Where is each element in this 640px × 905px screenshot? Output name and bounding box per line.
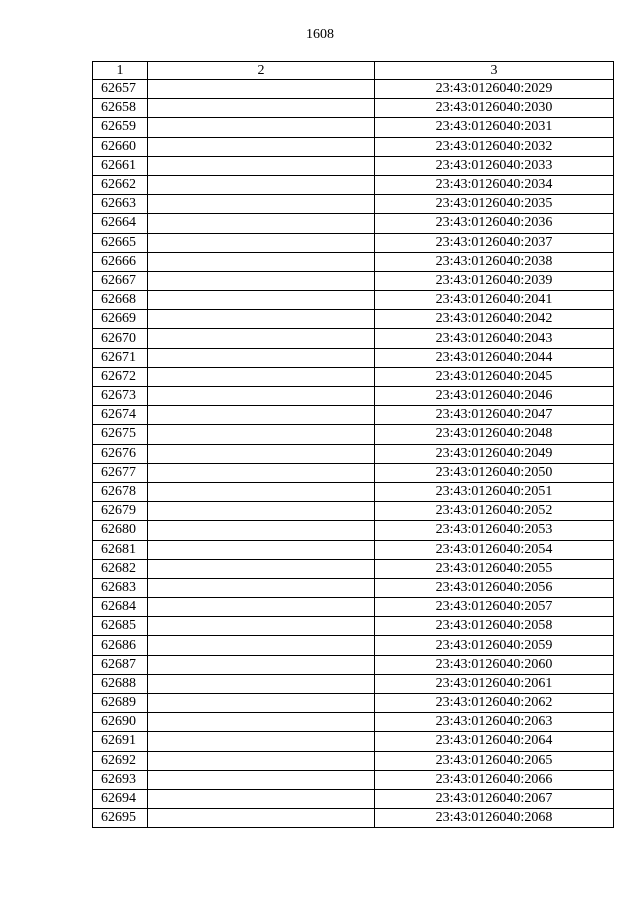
cadastral-number-cell: 23:43:0126040:2032	[375, 137, 614, 156]
row-empty-cell	[148, 559, 375, 578]
row-empty-cell	[148, 348, 375, 367]
table-row	[93, 636, 614, 655]
row-empty-cell	[148, 99, 375, 118]
table-row	[93, 233, 614, 252]
table-row	[93, 674, 614, 693]
table-row	[93, 694, 614, 713]
table-row	[93, 617, 614, 636]
table-row	[93, 655, 614, 674]
row-number-cell: 62663	[93, 195, 148, 214]
row-empty-cell	[148, 636, 375, 655]
row-empty-cell	[148, 444, 375, 463]
cadastral-number-cell: 23:43:0126040:2060	[375, 655, 614, 674]
header-row	[93, 62, 614, 80]
table-row	[93, 751, 614, 770]
row-number-cell: 62667	[93, 271, 148, 290]
table-row	[93, 559, 614, 578]
cadastral-number-cell: 23:43:0126040:2058	[375, 617, 614, 636]
row-empty-cell	[148, 80, 375, 99]
row-empty-cell	[148, 751, 375, 770]
row-number-cell: 62688	[93, 674, 148, 693]
cadastral-number-cell: 23:43:0126040:2064	[375, 732, 614, 751]
cadastral-number-cell: 23:43:0126040:2047	[375, 406, 614, 425]
table-body	[93, 80, 614, 828]
row-empty-cell	[148, 137, 375, 156]
row-empty-cell	[148, 406, 375, 425]
table-row	[93, 425, 614, 444]
row-empty-cell	[148, 540, 375, 559]
table-row	[93, 770, 614, 789]
row-number-cell: 62660	[93, 137, 148, 156]
table-row	[93, 502, 614, 521]
row-number-cell: 62683	[93, 578, 148, 597]
row-empty-cell	[148, 617, 375, 636]
cadastral-number-cell: 23:43:0126040:2052	[375, 502, 614, 521]
table-row	[93, 387, 614, 406]
table-row	[93, 367, 614, 386]
table-row	[93, 329, 614, 348]
cadastral-number-cell: 23:43:0126040:2042	[375, 310, 614, 329]
row-number-cell: 62668	[93, 291, 148, 310]
row-empty-cell	[148, 425, 375, 444]
row-empty-cell	[148, 367, 375, 386]
row-number-cell: 62666	[93, 252, 148, 271]
row-number-cell: 62689	[93, 694, 148, 713]
cadastral-number-cell: 23:43:0126040:2037	[375, 233, 614, 252]
row-number-cell: 62677	[93, 463, 148, 482]
row-number-cell: 62693	[93, 770, 148, 789]
row-empty-cell	[148, 578, 375, 597]
cadastral-number-cell: 23:43:0126040:2043	[375, 329, 614, 348]
page-number: 1608	[306, 27, 334, 42]
table-row	[93, 252, 614, 271]
row-number-cell: 62676	[93, 444, 148, 463]
table-row	[93, 137, 614, 156]
table-row	[93, 482, 614, 501]
cadastral-number-cell: 23:43:0126040:2063	[375, 713, 614, 732]
table-row	[93, 80, 614, 99]
cadastral-number-cell: 23:43:0126040:2056	[375, 578, 614, 597]
cadastral-number-cell: 23:43:0126040:2036	[375, 214, 614, 233]
table-row	[93, 310, 614, 329]
table-header	[93, 62, 614, 80]
cadastral-number-cell: 23:43:0126040:2065	[375, 751, 614, 770]
cadastral-number-cell: 23:43:0126040:2045	[375, 367, 614, 386]
row-empty-cell	[148, 118, 375, 137]
row-empty-cell	[148, 195, 375, 214]
column-header-3: 3	[375, 62, 614, 80]
row-empty-cell	[148, 214, 375, 233]
row-number-cell: 62664	[93, 214, 148, 233]
row-empty-cell	[148, 674, 375, 693]
row-number-cell: 62672	[93, 367, 148, 386]
row-number-cell: 62680	[93, 521, 148, 540]
cadastral-number-cell: 23:43:0126040:2044	[375, 348, 614, 367]
cadastral-number-cell: 23:43:0126040:2057	[375, 598, 614, 617]
cadastral-number-cell: 23:43:0126040:2031	[375, 118, 614, 137]
row-empty-cell	[148, 521, 375, 540]
row-number-cell: 62673	[93, 387, 148, 406]
cadastral-number-cell: 23:43:0126040:2034	[375, 175, 614, 194]
table-row	[93, 118, 614, 137]
table-row	[93, 156, 614, 175]
table-row	[93, 291, 614, 310]
table-row	[93, 175, 614, 194]
cadastral-number-cell: 23:43:0126040:2033	[375, 156, 614, 175]
row-empty-cell	[148, 655, 375, 674]
row-number-cell: 62681	[93, 540, 148, 559]
cadastral-number-cell: 23:43:0126040:2030	[375, 99, 614, 118]
row-empty-cell	[148, 789, 375, 808]
cadastral-number-cell: 23:43:0126040:2046	[375, 387, 614, 406]
cadastral-number-cell: 23:43:0126040:2055	[375, 559, 614, 578]
cadastral-number-cell: 23:43:0126040:2041	[375, 291, 614, 310]
row-number-cell: 62674	[93, 406, 148, 425]
row-number-cell: 62684	[93, 598, 148, 617]
cadastral-number-cell: 23:43:0126040:2054	[375, 540, 614, 559]
row-empty-cell	[148, 482, 375, 501]
table-row	[93, 809, 614, 828]
table-row	[93, 521, 614, 540]
row-number-cell: 62675	[93, 425, 148, 444]
row-empty-cell	[148, 329, 375, 348]
cadastral-number-cell: 23:43:0126040:2029	[375, 80, 614, 99]
table-row	[93, 713, 614, 732]
column-header-1: 1	[93, 62, 148, 80]
table-row	[93, 732, 614, 751]
row-empty-cell	[148, 310, 375, 329]
row-empty-cell	[148, 156, 375, 175]
cadastral-number-cell: 23:43:0126040:2049	[375, 444, 614, 463]
row-empty-cell	[148, 694, 375, 713]
row-empty-cell	[148, 291, 375, 310]
table-row	[93, 540, 614, 559]
row-number-cell: 62695	[93, 809, 148, 828]
row-number-cell: 62657	[93, 80, 148, 99]
row-empty-cell	[148, 502, 375, 521]
cadastral-number-cell: 23:43:0126040:2050	[375, 463, 614, 482]
cadastral-number-cell: 23:43:0126040:2039	[375, 271, 614, 290]
row-empty-cell	[148, 252, 375, 271]
row-number-cell: 62670	[93, 329, 148, 348]
row-number-cell: 62690	[93, 713, 148, 732]
row-number-cell: 62659	[93, 118, 148, 137]
row-empty-cell	[148, 770, 375, 789]
row-number-cell: 62658	[93, 99, 148, 118]
cadastral-number-cell: 23:43:0126040:2035	[375, 195, 614, 214]
row-number-cell: 62662	[93, 175, 148, 194]
cadastral-number-cell: 23:43:0126040:2062	[375, 694, 614, 713]
row-empty-cell	[148, 271, 375, 290]
row-number-cell: 62679	[93, 502, 148, 521]
table-row	[93, 789, 614, 808]
cadastral-number-cell: 23:43:0126040:2061	[375, 674, 614, 693]
row-empty-cell	[148, 713, 375, 732]
row-empty-cell	[148, 387, 375, 406]
row-empty-cell	[148, 598, 375, 617]
row-number-cell: 62686	[93, 636, 148, 655]
table-row	[93, 463, 614, 482]
row-number-cell: 62669	[93, 310, 148, 329]
column-header-2: 2	[148, 62, 375, 80]
registry-table	[92, 61, 614, 828]
table-row	[93, 578, 614, 597]
table-row	[93, 271, 614, 290]
cadastral-number-cell: 23:43:0126040:2038	[375, 252, 614, 271]
row-empty-cell	[148, 175, 375, 194]
row-number-cell: 62694	[93, 789, 148, 808]
row-number-cell: 62682	[93, 559, 148, 578]
row-empty-cell	[148, 809, 375, 828]
row-number-cell: 62665	[93, 233, 148, 252]
cadastral-number-cell: 23:43:0126040:2068	[375, 809, 614, 828]
table-row	[93, 598, 614, 617]
row-number-cell: 62678	[93, 482, 148, 501]
cadastral-number-cell: 23:43:0126040:2059	[375, 636, 614, 655]
cadastral-number-cell: 23:43:0126040:2067	[375, 789, 614, 808]
row-number-cell: 62685	[93, 617, 148, 636]
table-row	[93, 406, 614, 425]
table-row	[93, 195, 614, 214]
cadastral-number-cell: 23:43:0126040:2053	[375, 521, 614, 540]
row-number-cell: 62692	[93, 751, 148, 770]
cadastral-number-cell: 23:43:0126040:2051	[375, 482, 614, 501]
row-number-cell: 62671	[93, 348, 148, 367]
row-empty-cell	[148, 463, 375, 482]
table-row	[93, 444, 614, 463]
row-number-cell: 62661	[93, 156, 148, 175]
row-empty-cell	[148, 233, 375, 252]
table-row	[93, 99, 614, 118]
cadastral-number-cell: 23:43:0126040:2066	[375, 770, 614, 789]
cadastral-number-cell: 23:43:0126040:2048	[375, 425, 614, 444]
row-empty-cell	[148, 732, 375, 751]
table-row	[93, 214, 614, 233]
table-row	[93, 348, 614, 367]
row-number-cell: 62691	[93, 732, 148, 751]
row-number-cell: 62687	[93, 655, 148, 674]
